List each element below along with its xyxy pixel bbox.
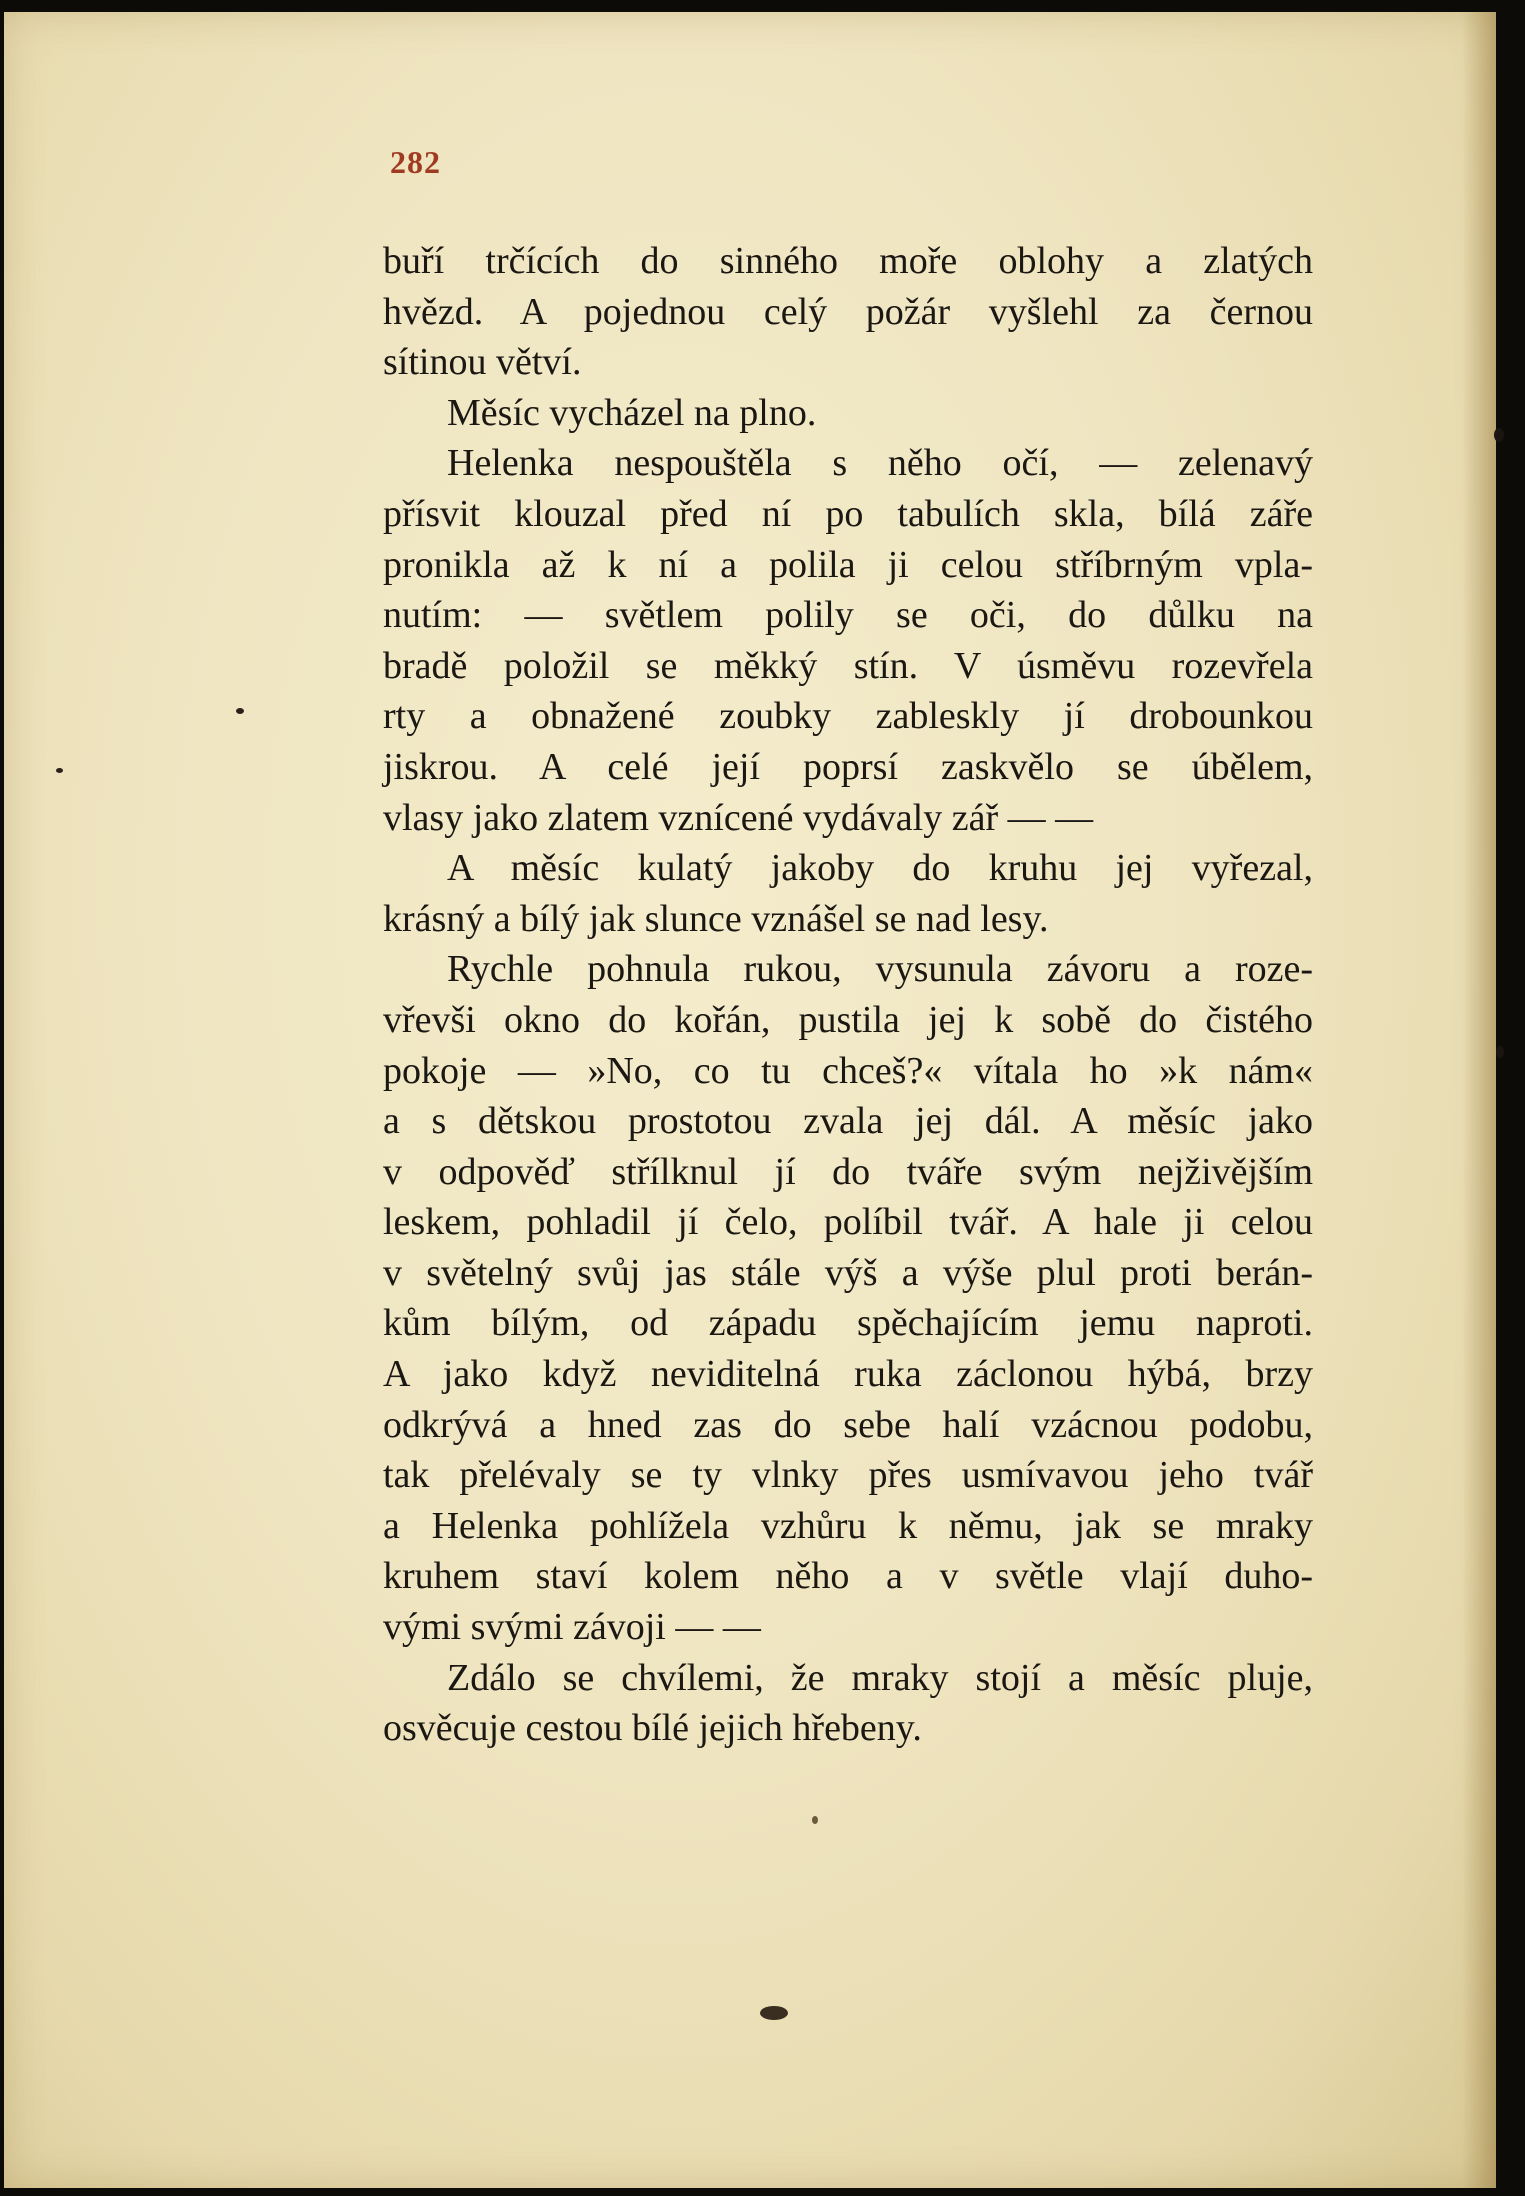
text-line: a Helenka pohlížela vzhůru k němu, jak se mraky (383, 1504, 1313, 1547)
scan-speck (760, 2006, 788, 2020)
text-line: sítinou větví. (383, 341, 582, 384)
text-line: Helenka nespouštěla s něho očí, — zelenavý (447, 442, 1313, 485)
text-line: krásný a bílý jak slunce vznášel se nad lesy. (383, 897, 1049, 940)
text-line: vlasy jako zlatem vznícené vydávaly zář — — (383, 796, 1094, 839)
text-line: kruhem staví kolem něho a v světle vlají duho- (383, 1555, 1313, 1598)
scan-speck (812, 1816, 818, 1824)
text-line: vými svými závoji — — (383, 1606, 761, 1649)
text-line: přísvit klouzal před ní po tabulích skla, bílá záře (383, 492, 1313, 535)
scan-speck (236, 708, 244, 714)
scan-speck (1494, 428, 1504, 442)
text-line: Zdálo se chvílemi, že mraky stojí a měsíc pluje, (447, 1656, 1313, 1699)
text-line: osvěcuje cestou bílé jejich hřebeny. (383, 1707, 922, 1750)
text-line: hvězd. A pojednou celý požár vyšlehl za černou (383, 290, 1313, 333)
text-line: Rychle pohnula rukou, vysunula závoru a roze- (447, 948, 1313, 991)
text-line: pokoje — »No, co tu chceš?« vítala ho »k nám« (383, 1049, 1313, 1092)
text-line: jiskrou. A celé její poprsí zaskvělo se úbělem, (383, 745, 1313, 788)
text-line: tak přelévaly se ty vlnky přes usmívavou jeho tvář (383, 1454, 1313, 1497)
page-edge-shadow (1462, 12, 1496, 2188)
text-line: leskem, pohladil jí čelo, políbil tvář. A hale ji celou (383, 1201, 1313, 1244)
text-line: A měsíc kulatý jakoby do kruhu jej vyřezal, (447, 847, 1313, 890)
text-line: v odpověď střílknul jí do tváře svým nejživějším (383, 1150, 1313, 1193)
text-line: a s dětskou prostotou zvala jej dál. A měsíc jako (383, 1100, 1313, 1143)
text-line: rty a obnažené zoubky zableskly jí drobounkou (383, 695, 1313, 738)
text-line: nutím: — světlem polily se oči, do důlku na (383, 594, 1313, 637)
text-line: v světelný svůj jas stále výš a výše plul proti berán- (383, 1251, 1313, 1294)
scan-speck (56, 768, 63, 773)
text-line: kům bílým, od západu spěchajícím jemu naproti. (383, 1302, 1313, 1345)
text-line: vřevši okno do kořán, pustila jej k sobě do čistého (383, 998, 1313, 1041)
text-line: buří trčících do sinného moře oblohy a zlatých (383, 240, 1313, 282)
body-text (383, 236, 1313, 1754)
text-line: bradě položil se měkký stín. V úsměvu rozevřela (383, 644, 1313, 687)
page-number: 282 (390, 144, 441, 180)
text-line: odkrývá a hned zas do sebe halí vzácnou podobu, (383, 1403, 1313, 1446)
text-line: A jako když neviditelná ruka záclonou hýbá, brzy (383, 1353, 1313, 1396)
scan-speck (1496, 1046, 1504, 1058)
text-line: Měsíc vycházel na plno. (447, 391, 817, 434)
text-line: pronikla až k ní a polila ji celou stříbrným vpla- (383, 543, 1313, 586)
